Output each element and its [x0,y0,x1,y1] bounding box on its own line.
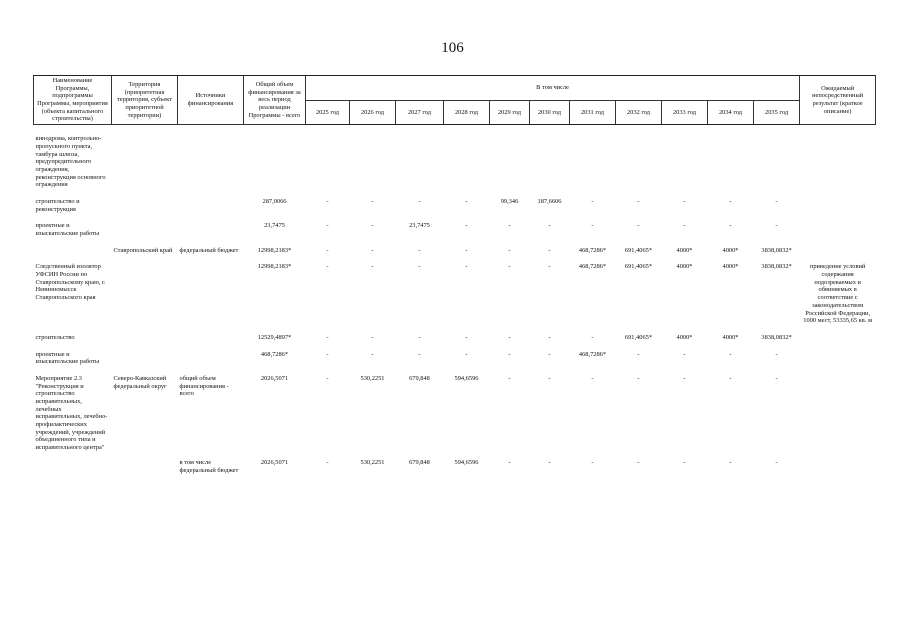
cell-name: Мероприятие 2.3 "Реконструкция и строительство исправительных, лечебных исправительных, лечебно-профилактических учреждений, учреждений объединенного типа и исправительного центра" [35,374,108,452]
cell-total: 2026,5071 [260,458,289,466]
cell-total [244,125,306,190]
cell-territory [112,453,178,475]
cell-territory [112,190,178,214]
cell-year-value: - [326,263,329,271]
cell-year-value: - [683,350,686,358]
cell-year-value: - [326,458,329,466]
table-row [34,326,876,343]
cell-year-value: 679,848 [409,374,430,382]
cell-year-value: - [508,263,511,271]
cell-year-value: - [371,350,374,358]
header-territory: Территория (приоритетная территория, субъект приоритетной территории) [112,76,178,125]
cell-year-value: 594,6596 [454,458,479,466]
cell-year-value: - [775,197,778,205]
cell-year-value: - [729,222,732,230]
cell-name: проектные и изыскательские работы [35,350,100,366]
header-total: Общий объем финансирования за весь период реализации Программы - всего [244,76,306,125]
cell-year-value: 691,4065* [624,333,653,341]
cell-year-value: - [508,333,511,341]
cell-year-value: 4000* [676,333,693,341]
cell-result: приведение условий содержания подозреваемых и обвиняемых в соответствие с законодательством Российской Федерации, 1000 мест, 53335,65 кв. м [803,263,872,325]
cell-year-value [754,125,800,190]
cell-year-value: - [548,350,551,358]
header-sources: Источники финансирования [178,76,244,125]
cell-year-value: - [465,350,468,358]
cell-year-value: 594,6596 [454,374,479,382]
cell-year-value: - [326,246,329,254]
cell-year-value: - [548,374,551,382]
table-row [34,367,876,453]
cell-year-value: 530,2251 [360,458,385,466]
cell-total: 287,0066 [262,197,287,205]
cell-total: 23,7475 [264,222,285,230]
cell-year-value [570,125,616,190]
cell-territory [112,214,178,238]
cell-year-value: - [683,222,686,230]
table-row [34,453,876,475]
cell-year-value: - [591,197,594,205]
cell-total: 12998,2183* [257,263,292,271]
cell-year-value [708,125,754,190]
cell-source: федеральный бюджет [179,246,239,254]
cell-result [800,239,876,256]
cell-year-value [306,125,350,190]
cell-year-value [530,125,570,190]
table-header [34,76,876,125]
cell-year-value: - [775,350,778,358]
header-year: 2027 год [396,100,444,125]
cell-result [800,190,876,214]
cell-total: 468,7286* [260,350,289,358]
header-year: 2032 год [616,100,662,125]
cell-source: в том числе федеральный бюджет [179,458,239,474]
cell-source [178,326,244,343]
cell-total: 12529,4897* [257,333,292,341]
cell-result [800,343,876,367]
cell-year-value: - [465,197,468,205]
cell-year-value: - [508,458,511,466]
cell-source [178,343,244,367]
cell-territory [112,343,178,367]
header-year: 2033 год [662,100,708,125]
cell-year-value: - [683,374,686,382]
cell-year-value [396,125,444,190]
cell-result [800,453,876,475]
cell-year-value: - [465,222,468,230]
cell-year-value: - [508,350,511,358]
cell-name: кинодрома, контрольно-пропускного пункта, тамбура шлюза, предупредительного ограждения, реконструкция основного ограждения [35,135,106,189]
cell-year-value: - [775,222,778,230]
cell-year-value: - [591,333,594,341]
cell-year-value: - [326,374,329,382]
cell-year-value: - [371,246,374,254]
cell-year-value: - [637,458,640,466]
header-including: В том числе [306,76,800,101]
table-row [34,239,876,256]
program-table [33,75,876,475]
cell-name: строительство и реконструкция [35,197,80,213]
cell-total: 2026,5071 [260,374,289,382]
cell-name: строительство [35,333,75,341]
cell-year-value [350,125,396,190]
header-year: 2034 год [708,100,754,125]
cell-year-value: 679,848 [409,458,430,466]
cell-year-value: 23,7475 [409,222,430,230]
cell-result [800,125,876,190]
cell-year-value: - [326,197,329,205]
cell-year-value: - [729,374,732,382]
cell-year-value: 530,2251 [360,374,385,382]
cell-year-value [616,125,662,190]
cell-year-value: - [683,458,686,466]
cell-year-value: - [775,458,778,466]
cell-year-value: 99,346 [500,197,519,205]
table-row [34,214,876,238]
header-year: 2031 год [570,100,616,125]
cell-year-value: - [548,222,551,230]
cell-year-value: - [326,222,329,230]
header-year: 2025 год [306,100,350,125]
cell-territory: Северо-Кавказский федеральный округ [113,374,167,390]
cell-year-value: 3838,0832* [761,263,792,271]
cell-source [178,125,244,190]
cell-year-value: - [418,350,421,358]
cell-year-value: - [775,374,778,382]
cell-year-value: - [418,263,421,271]
cell-year-value: - [371,222,374,230]
cell-source [178,255,244,326]
cell-year-value: 4000* [722,333,739,341]
cell-year-value: - [591,374,594,382]
cell-year-value [444,125,490,190]
cell-year-value: - [637,222,640,230]
header-name: Наименование Программы, подпрограммы Программы, мероприятия (объекта капитального строительства) [34,76,112,125]
cell-year-value: 468,7286* [578,263,607,271]
header-year: 2026 год [350,100,396,125]
cell-year-value: - [326,333,329,341]
cell-year-value: - [418,333,421,341]
table-row [34,255,876,326]
cell-year-value: - [548,263,551,271]
table-row [34,125,876,190]
cell-year-value: 187,6606 [537,197,562,205]
cell-year-value: - [729,458,732,466]
cell-name [34,453,112,475]
cell-name: проектные и изыскательские работы [35,222,100,237]
cell-year-value: - [418,197,421,205]
cell-year-value: - [548,333,551,341]
cell-name [34,239,112,256]
cell-year-value: - [371,263,374,271]
cell-year-value: - [508,222,511,230]
cell-year-value: 4000* [676,263,693,271]
cell-total: 12998,2183* [257,246,292,254]
cell-year-value: - [729,350,732,358]
cell-year-value: - [637,197,640,205]
cell-territory [112,255,178,326]
cell-year-value: 691,4065* [624,263,653,271]
header-result: Ожидаемый непосредственный результат (краткое описание) [800,76,876,125]
cell-year-value: 4000* [722,263,739,271]
cell-result [800,367,876,453]
cell-name: Следственный изолятор УФСИН России по Ставропольскому краю, г. Невинномысск Ставропольского края [35,263,106,302]
cell-year-value: - [637,374,640,382]
cell-year-value: 468,7286* [578,350,607,358]
cell-year-value: - [729,197,732,205]
cell-year-value: 691,4065* [624,246,653,254]
table-body [34,125,876,476]
cell-year-value: - [326,350,329,358]
header-year: 2029 год [490,100,530,125]
cell-year-value: - [591,222,594,230]
table-row [34,343,876,367]
header-year: 2035 год [754,100,800,125]
cell-year-value: 4000* [676,246,693,254]
cell-year-value: - [683,197,686,205]
cell-year-value: 468,7286* [578,246,607,254]
header-year: 2028 год [444,100,490,125]
cell-year-value: 3838,0832* [761,246,792,254]
table-row [34,190,876,214]
cell-source [178,214,244,238]
cell-year-value [490,125,530,190]
cell-year-value: - [508,246,511,254]
page-number: 106 [441,40,464,56]
cell-year-value: - [418,246,421,254]
cell-year-value: - [548,246,551,254]
cell-territory: Ставропольский край [113,246,173,254]
cell-territory [112,125,178,190]
cell-year-value: - [508,374,511,382]
cell-year-value: - [371,333,374,341]
cell-result [800,326,876,343]
cell-source: общий объем финансирования - всего [179,374,229,398]
header-year: 2030 год [530,100,570,125]
cell-year-value: - [465,333,468,341]
cell-year-value: - [465,246,468,254]
cell-year-value: 4000* [722,246,739,254]
cell-result [800,214,876,238]
cell-year-value: 3838,0832* [761,333,792,341]
cell-year-value [662,125,708,190]
cell-source [178,190,244,214]
cell-year-value: - [548,458,551,466]
cell-territory [112,326,178,343]
cell-year-value: - [637,350,640,358]
cell-year-value: - [371,197,374,205]
cell-year-value: - [591,458,594,466]
cell-year-value: - [465,263,468,271]
